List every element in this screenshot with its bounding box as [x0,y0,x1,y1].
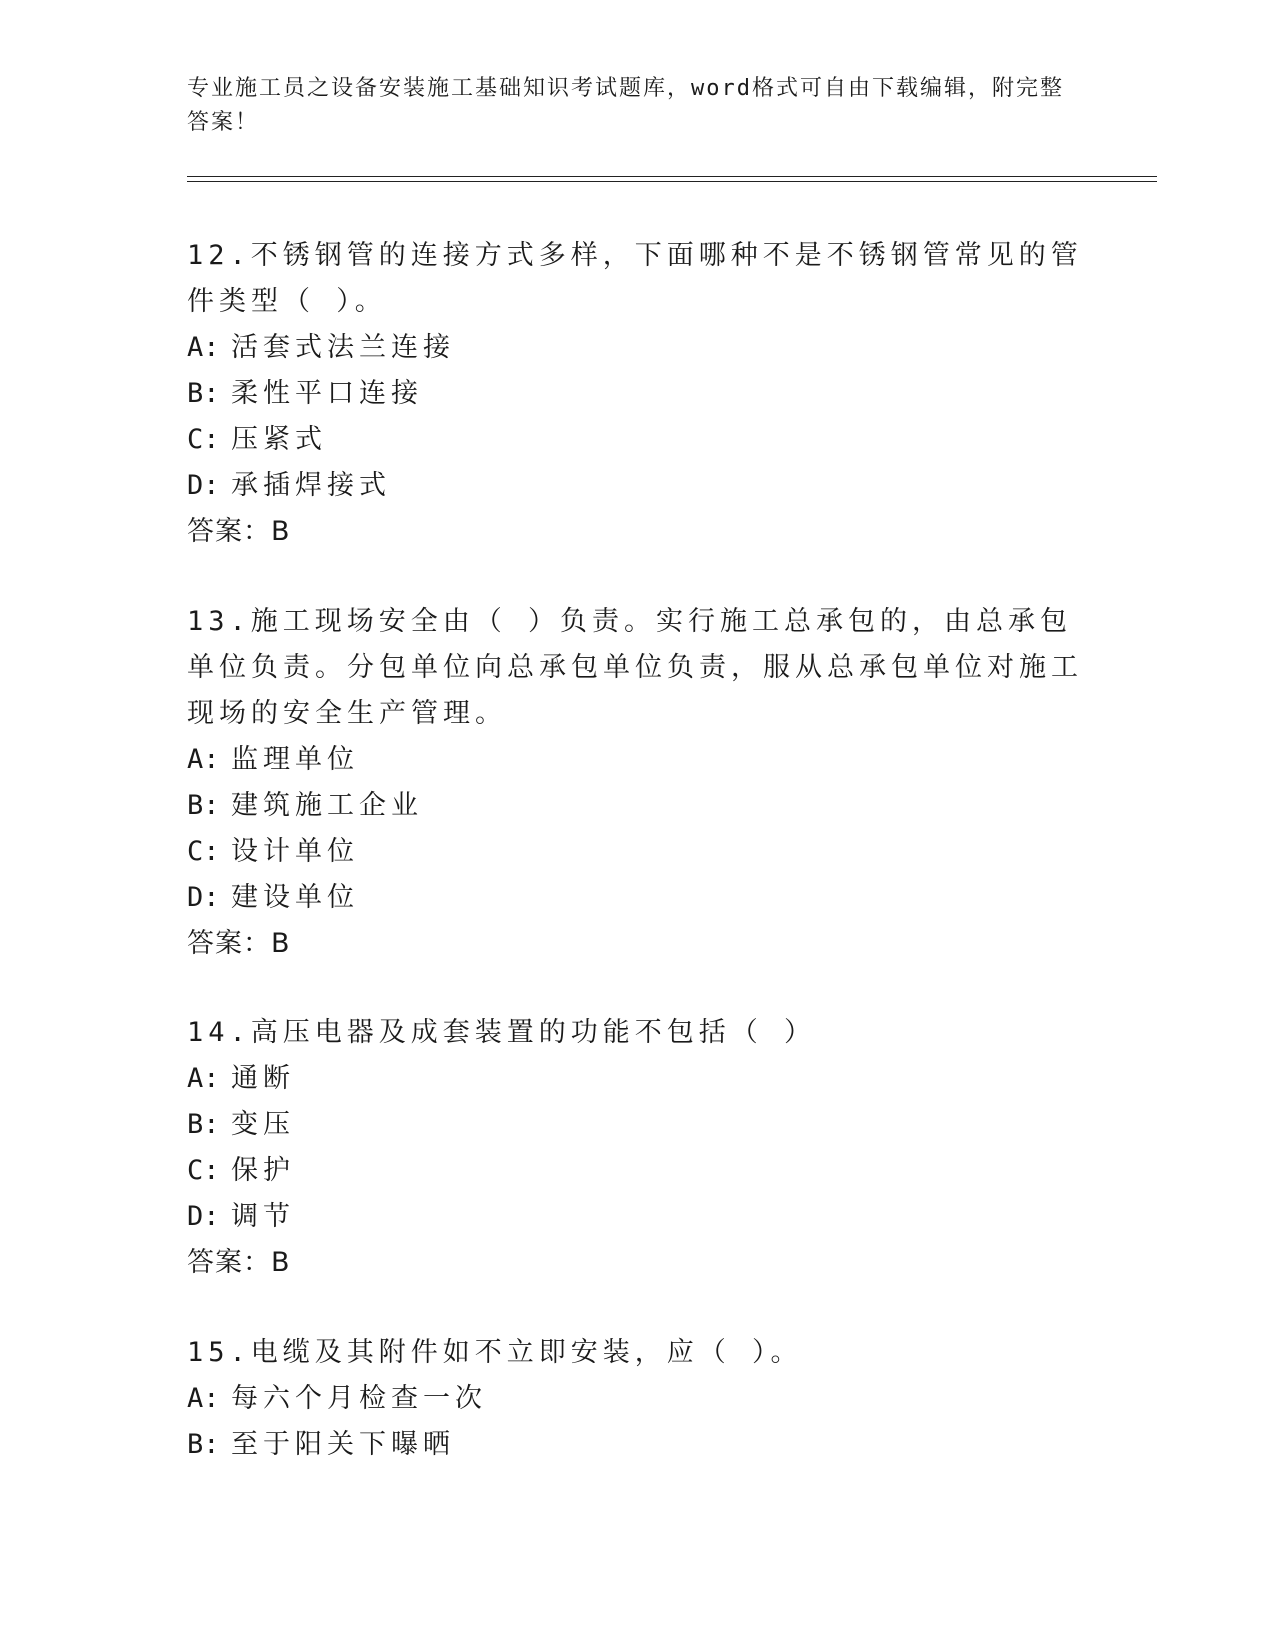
option-text: 设计单位 [231,836,359,867]
option-letter: D: [187,470,220,501]
option-text: 通断 [231,1063,295,1094]
option-c [187,1148,1087,1194]
option-text: 保护 [231,1155,295,1186]
question-14 [187,1010,1087,1286]
question-text [187,1010,1087,1056]
option-letter: A: [187,1383,220,1414]
option-letter: A: [187,332,220,363]
option-a [187,1376,1087,1422]
option-c [187,829,1087,875]
option-text: 活套式法兰连接 [231,332,455,363]
question-number: 12. [187,240,251,271]
question-12 [187,233,1087,555]
option-letter: B: [187,1109,220,1140]
option-letter: D: [187,1201,220,1232]
question-stem: 不锈钢管的连接方式多样，下面哪种不是不锈钢管常见的管件类型（ ）。 [187,240,1083,317]
option-text: 每六个月检查一次 [231,1383,487,1414]
answer-line: 答案：B [187,516,291,547]
option-a [187,1056,1087,1102]
option-text: 柔性平口连接 [231,378,423,409]
option-letter: B: [187,790,220,821]
option-d [187,1194,1087,1240]
question-15 [187,1330,1087,1468]
option-b [187,1422,1087,1468]
option-letter: C: [187,1155,220,1186]
option-a [187,737,1087,783]
option-letter: A: [187,1063,220,1094]
option-letter: C: [187,836,220,867]
question-number: 15. [187,1337,251,1368]
header-divider-bottom [187,181,1157,182]
question-stem: 施工现场安全由（ ）负责。实行施工总承包的，由总承包单位负责。分包单位向总承包单位负责，服从总承包单位对施工现场的安全生产管理。 [187,606,1083,729]
option-d [187,463,1087,509]
question-number: 13. [187,606,251,637]
option-b [187,1102,1087,1148]
option-text: 调节 [231,1201,295,1232]
option-text: 变压 [231,1109,295,1140]
option-d [187,875,1087,921]
option-c [187,417,1087,463]
option-text: 监理单位 [231,744,359,775]
option-text: 承插焊接式 [231,470,391,501]
option-b [187,371,1087,417]
option-text: 至于阳关下曝晒 [231,1429,455,1460]
option-letter: D: [187,882,220,913]
option-text: 建设单位 [231,882,359,913]
question-stem: 高压电器及成套装置的功能不包括（ ） [250,1017,817,1048]
question-stem: 电缆及其附件如不立即安装，应（ ）。 [250,1337,803,1368]
question-13 [187,599,1087,967]
option-letter: A: [187,744,220,775]
option-letter: C: [187,424,220,455]
option-letter: B: [187,1429,220,1460]
option-a [187,325,1087,371]
option-letter: B: [187,378,220,409]
question-text [187,599,1087,737]
option-b [187,783,1087,829]
header-text: 专业施工员之设备安装施工基础知识考试题库，word格式可自由下载编辑，附完整答案！ [187,76,1064,135]
question-number: 14. [187,1017,251,1048]
document-header [187,72,1077,140]
option-text: 建筑施工企业 [231,790,423,821]
answer-line: 答案：B [187,928,291,959]
option-text: 压紧式 [231,424,327,455]
question-text [187,1330,1087,1376]
question-text [187,233,1087,325]
answer-line: 答案：B [187,1247,291,1278]
header-divider-top [187,176,1157,177]
